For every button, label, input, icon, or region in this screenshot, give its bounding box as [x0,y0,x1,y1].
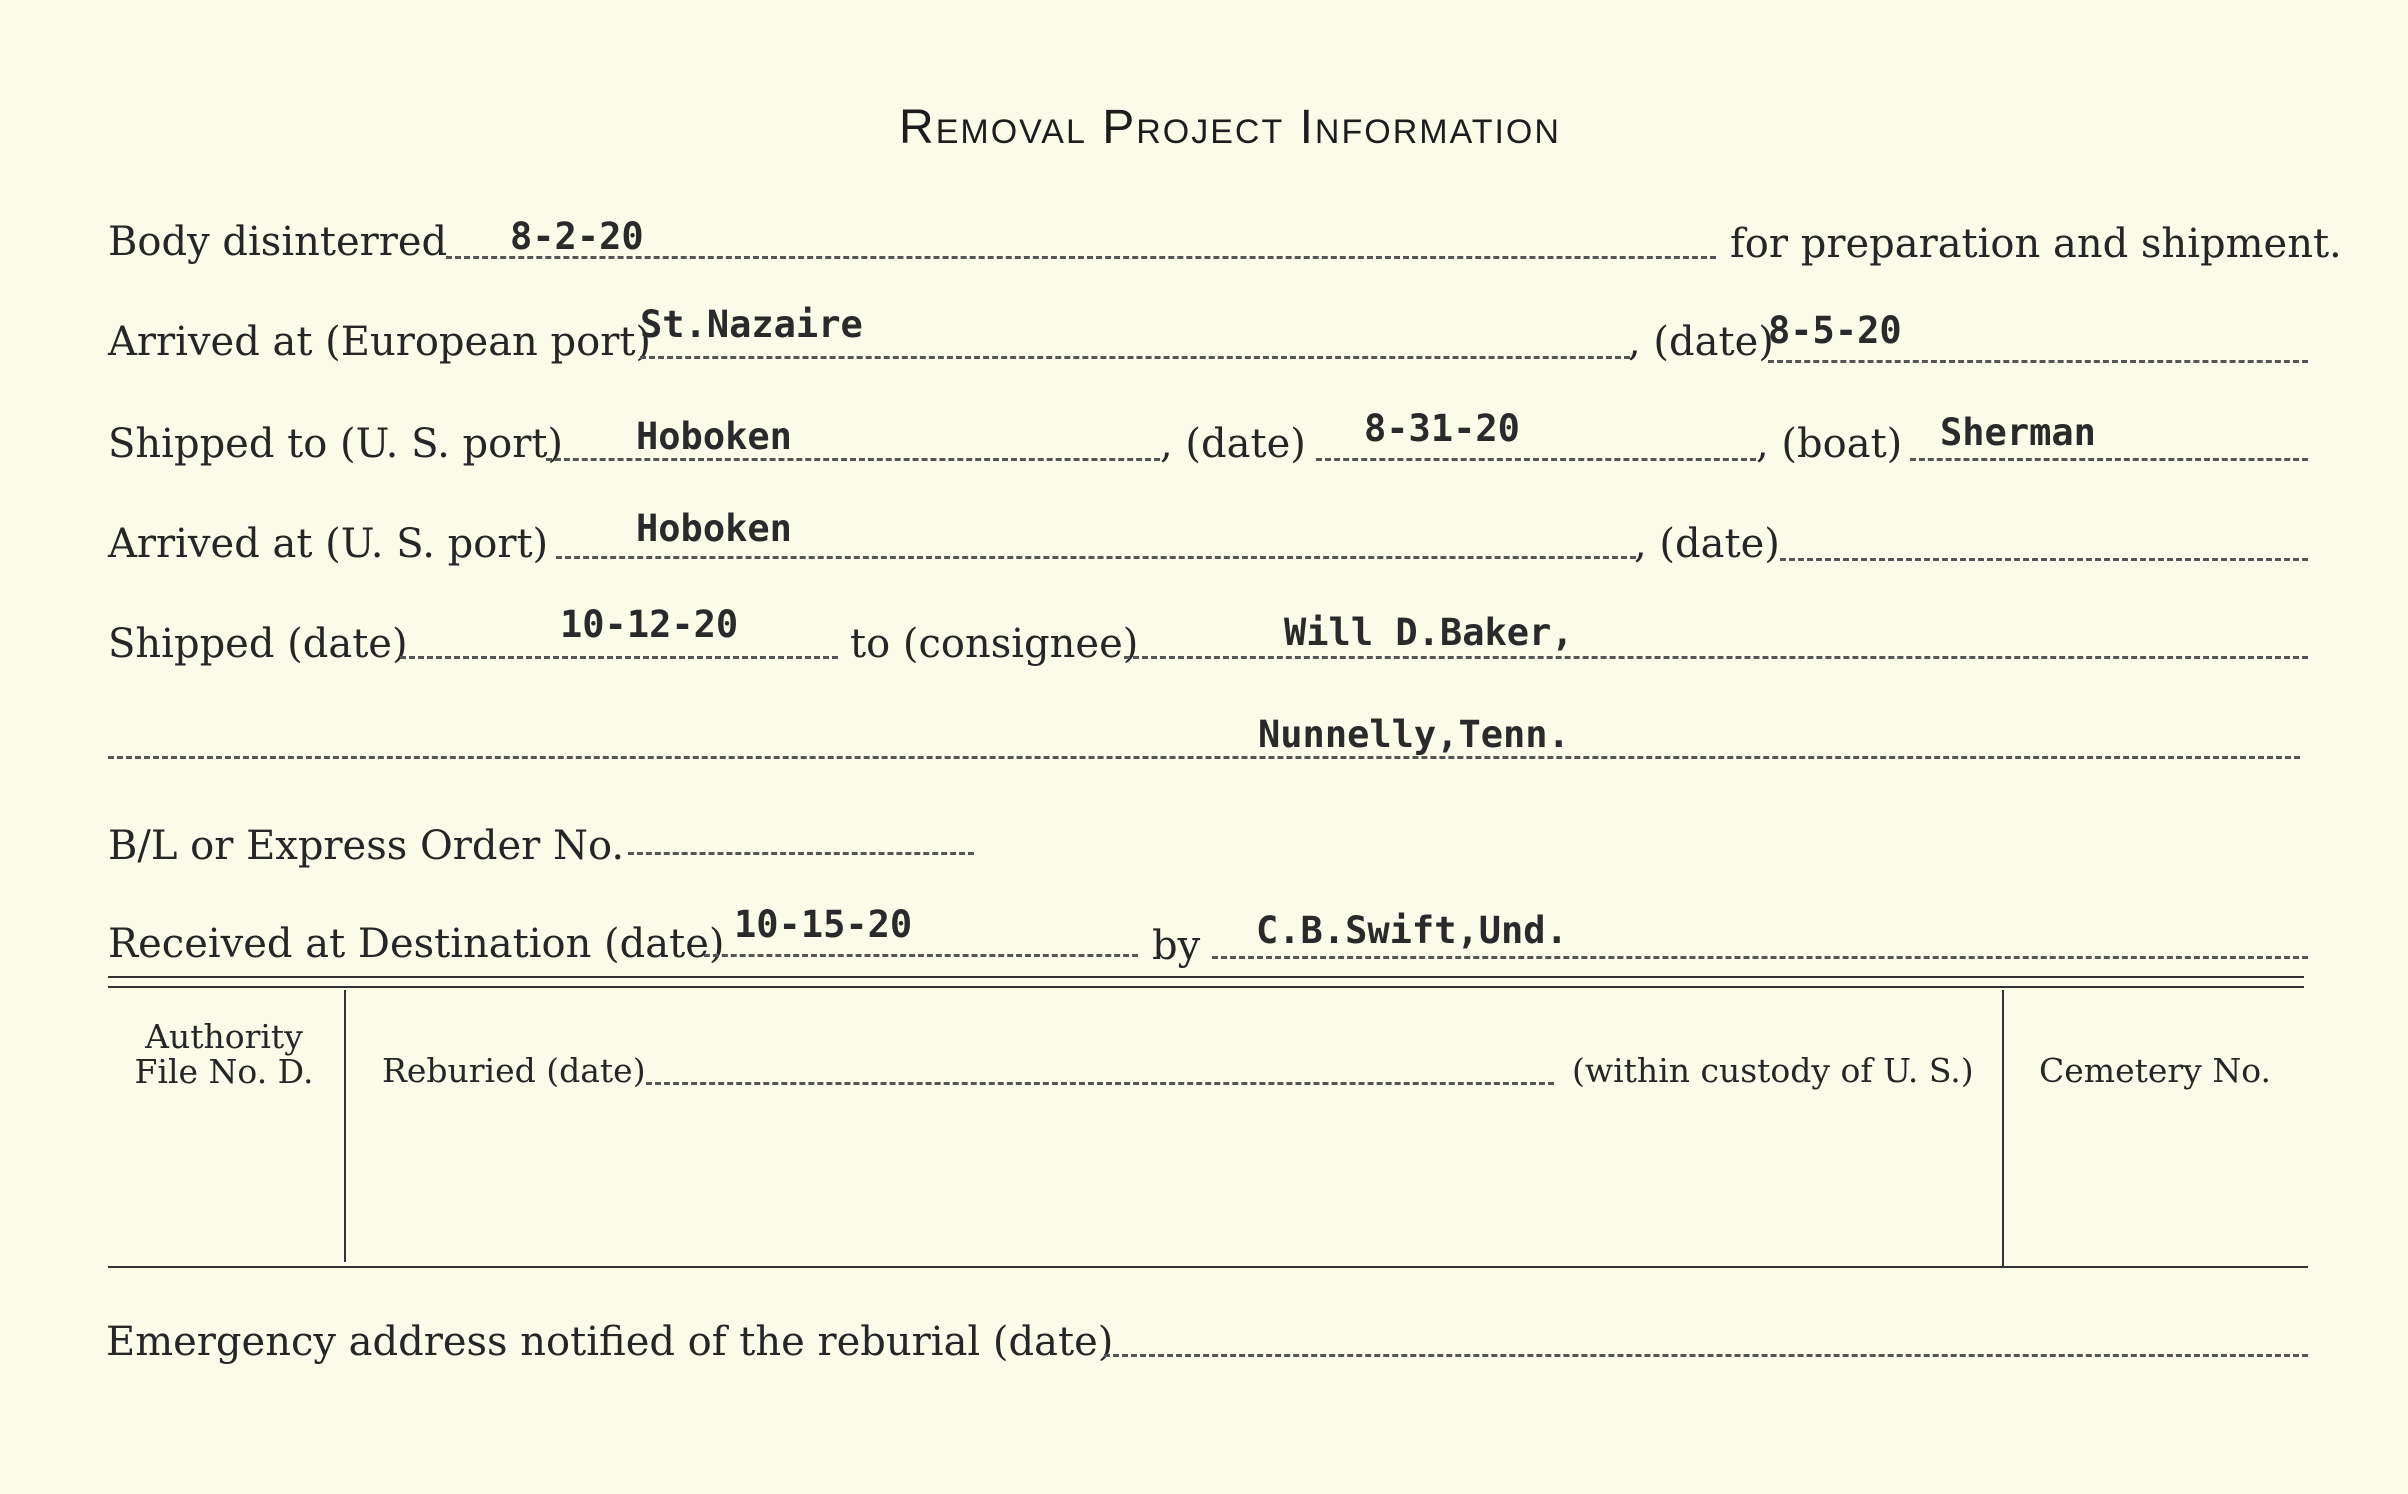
shipped-us-boat-line [1910,458,2308,461]
received-date-value[interactable]: 10-15-20 [734,903,913,946]
consignee-name-value[interactable]: Will D.Baker, [1284,611,1574,654]
emergency-date-line [1104,1354,2308,1357]
arrived-european-line [640,356,1630,359]
shipped-us-line [546,458,1160,461]
arrived-european-date-value[interactable]: 8-5-20 [1768,309,1902,352]
shipped-us-date-value[interactable]: 8-31-20 [1364,407,1520,450]
received-by-label: by [1152,923,1201,969]
bl-line [628,852,974,855]
emergency-label: Emergency address notified of the reburial (date) [106,1319,1114,1365]
reburied-date-line [646,1082,1554,1085]
arrived-european-date-label: , (date) [1628,319,1774,365]
shipped-us-port-value[interactable]: Hoboken [636,415,792,458]
table-divider-right [2002,990,2004,1266]
arrived-us-date-label: , (date) [1634,521,1780,567]
consignee-address-value[interactable]: Nunnelly,Tenn. [1258,713,1570,756]
arrived-us-label: Arrived at (U. S. port) [108,521,549,567]
received-date-line [704,954,1138,957]
authority-label-line2: File No. D. [134,1051,314,1091]
shipped-us-boat-label: , (boat) [1756,421,1903,467]
bl-label: B/L or Express Order No. [108,823,625,869]
shipped-us-date-line [1316,458,1756,461]
table-bottom-rule [108,1266,2308,1268]
arrived-us-date-line [1780,558,2308,561]
consignee-label: to (consignee) [850,621,1139,667]
consignee-address-line [108,756,2300,759]
received-by-value[interactable]: C.B.Swift,Und. [1256,909,1568,952]
shipped-date-value[interactable]: 10-12-20 [560,603,739,646]
received-by-line [1212,956,2308,959]
reburied-label: Reburied (date) [382,1051,646,1090]
table-divider-left [344,990,346,1262]
disinterred-label: Body disinterred [108,219,448,265]
authority-label [112,1017,336,1091]
shipped-us-boat-value[interactable]: Sherman [1940,411,2096,454]
shipped-us-date-label: , (date) [1160,421,1306,467]
disinterred-date-value[interactable]: 8-2-20 [510,215,644,258]
disinterred-suffix: for preparation and shipment. [1730,221,2342,267]
arrived-european-label: Arrived at (European port) [108,319,652,365]
arrived-european-date-line [1768,360,2308,363]
shipped-us-label: Shipped to (U. S. port) [108,421,563,467]
cemetery-label: Cemetery No. [2039,1051,2271,1090]
table-top-rule-2 [108,986,2304,988]
page-title: Removal Project Information [899,101,1561,154]
custody-label: (within custody of U. S.) [1572,1051,1974,1090]
received-label: Received at Destination (date) [108,921,725,967]
arrived-us-line [556,556,1636,559]
shipped-date-line [400,656,838,659]
table-top-rule-1 [108,976,2304,978]
arrived-us-port-value[interactable]: Hoboken [636,507,792,550]
shipped-date-label: Shipped (date) [108,621,408,667]
arrived-european-port-value[interactable]: St.Nazaire [640,303,863,346]
consignee-line [1124,656,2308,659]
authority-label-line1: Authority [145,1017,303,1056]
